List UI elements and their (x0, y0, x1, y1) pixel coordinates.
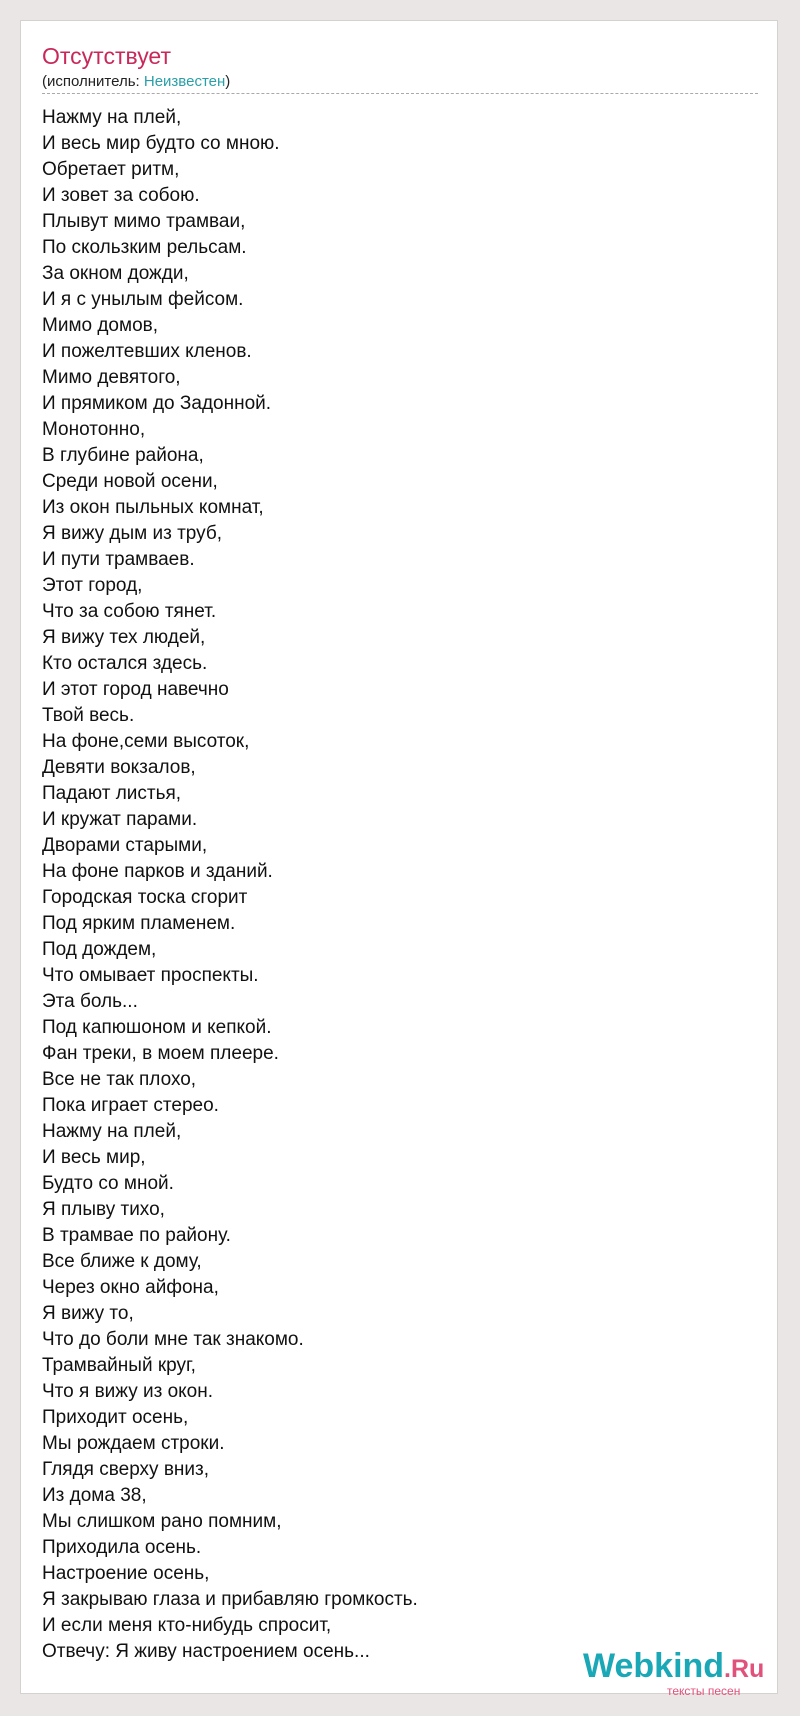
lyric-line: Я вижу дым из труб, (42, 523, 223, 544)
lyric-line: Дворами старыми, (42, 835, 208, 856)
lyric-line: Настроение осень, (42, 1563, 210, 1584)
lyric-line: Плывут мимо трамваи, (42, 211, 246, 232)
lyric-line: В трамвае по району. (42, 1225, 231, 1246)
lyric-line: Из окон пыльных комнат, (42, 497, 264, 518)
dashed-separator (42, 93, 758, 94)
lyrics-text (42, 105, 418, 1665)
lyric-line: Приходит осень, (42, 1407, 189, 1428)
lyric-line: Монотонно, (42, 419, 146, 440)
lyric-line: И пути трамваев. (42, 549, 195, 570)
lyric-line: Эта боль... (42, 991, 138, 1012)
lyric-line: Этот город, (42, 575, 143, 596)
lyric-line: Фан треки, в моем плеере. (42, 1043, 279, 1064)
logo-wordmark: Webkind (583, 1647, 725, 1685)
lyric-line: Я плыву тихо, (42, 1199, 165, 1220)
lyric-line: Мимо домов, (42, 315, 159, 336)
lyric-line: Что омывает проспекты. (42, 965, 259, 986)
lyric-line: И пожелтевших кленов. (42, 341, 252, 362)
lyric-line: Все ближе к дому, (42, 1251, 202, 1272)
lyric-line: Мы слишком рано помним, (42, 1511, 282, 1532)
lyric-line: И зовет за собою. (42, 185, 200, 206)
lyric-line: И этот город навечно (42, 679, 229, 700)
artist-link[interactable]: Неизвестен (143, 73, 226, 90)
lyric-line: Что за собою тянет. (42, 601, 217, 622)
site-logo[interactable] (583, 1647, 765, 1698)
lyric-line: И если меня кто-нибудь спросит, (42, 1615, 332, 1636)
lyric-line: Нажму на плей, (42, 1121, 182, 1142)
lyric-line: Глядя сверху вниз, (42, 1459, 210, 1480)
lyric-line: Приходила осень. (42, 1537, 202, 1558)
lyric-line: За окном дожди, (42, 263, 189, 284)
lyric-line: На фоне,семи высоток, (42, 731, 250, 752)
lyric-line: Я вижу то, (42, 1303, 134, 1324)
lyric-line: Все не так плохо, (42, 1069, 197, 1090)
lyric-line: И я с унылым фейсом. (42, 289, 244, 310)
lyric-line: Трамвайный круг, (42, 1355, 196, 1376)
lyric-line: Твой весь. (42, 705, 135, 726)
lyric-line: Нажму на плей, (42, 107, 182, 128)
lyric-line: Под дождем, (42, 939, 157, 960)
lyric-line: Будто со мной. (42, 1173, 174, 1194)
lyric-line: На фоне парков и зданий. (42, 861, 273, 882)
lyric-line: Пока играет стерео. (42, 1095, 219, 1116)
lyric-line: Мы рождаем строки. (42, 1433, 225, 1454)
lyric-line: В глубине района, (42, 445, 204, 466)
lyric-line: Что я вижу из окон. (42, 1381, 214, 1402)
lyric-line: Городская тоска сгорит (42, 887, 248, 908)
lyrics-card (20, 20, 778, 1698)
lyric-line: И весь мир будто со мною. (42, 133, 280, 154)
lyric-line: И кружат парами. (42, 809, 198, 830)
logo-tagline: тексты песен (667, 1684, 741, 1698)
song-title: Отсутствует (42, 43, 171, 69)
lyric-line: Отвечу: Я живу настроением осень... (42, 1641, 370, 1662)
lyric-line: И весь мир, (42, 1147, 146, 1168)
lyric-line: Среди новой осени, (42, 471, 218, 492)
artist-prefix: (исполнитель: (42, 73, 144, 90)
artist-suffix: ) (225, 73, 231, 90)
lyric-line: Я вижу тех людей, (42, 627, 206, 648)
lyric-line: Девяти вокзалов, (42, 757, 196, 778)
lyric-line: Падают листья, (42, 783, 182, 804)
lyric-line: Из дома 38, (42, 1485, 147, 1506)
artist-line (42, 73, 230, 90)
lyric-line: Под ярким пламенем. (42, 913, 236, 934)
lyric-line: По скользким рельсам. (42, 237, 247, 258)
lyric-line: Обретает ритм, (42, 159, 180, 180)
logo-domain: .Ru (724, 1655, 765, 1683)
lyric-line: Под капюшоном и кепкой. (42, 1017, 272, 1038)
lyric-line: Через окно айфона, (42, 1277, 219, 1298)
lyric-line: И прямиком до Задонной. (42, 393, 272, 414)
lyric-line: Я закрываю глаза и прибавляю громкость. (42, 1589, 418, 1610)
lyric-line: Что до боли мне так знакомо. (42, 1329, 304, 1350)
lyric-line: Мимо девятого, (42, 367, 181, 388)
lyric-line: Кто остался здесь. (42, 653, 208, 674)
